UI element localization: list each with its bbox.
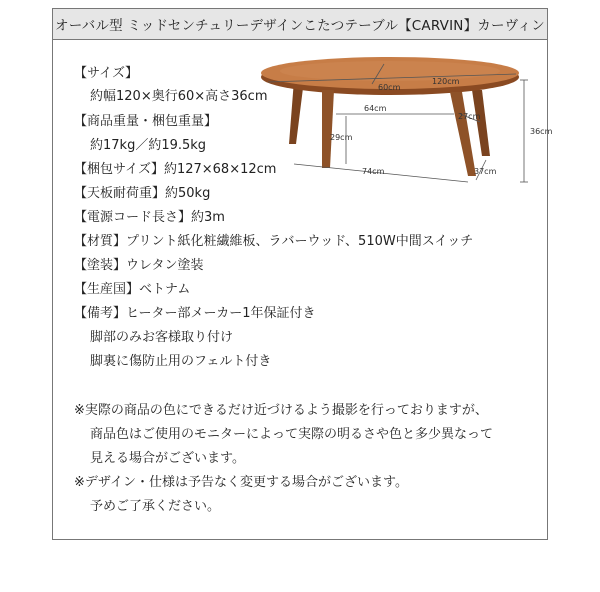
depth-label: 60cm	[378, 83, 401, 92]
spec-origin: 【生産国】ベトナム	[74, 282, 191, 297]
note-color-2: 商品色はご使用のモニターによって実際の明るさや色と多少異なって	[90, 427, 494, 442]
page-title: オーバル型 ミッドセンチュリーデザインこたつテーブル【CARVIN】カーヴィン	[53, 9, 547, 40]
leg-span-side-label: 27cm	[458, 112, 481, 121]
table-dimension-diagram	[254, 56, 553, 196]
spec-size-value: 約幅120×奥行60×高さ36cm	[90, 89, 268, 104]
leg-span-front-label: 64cm	[364, 104, 387, 113]
spec-package-size: 【梱包サイズ】約127×68×12cm	[74, 162, 277, 177]
spec-remarks: 【備考】ヒーター部メーカー1年保証付き	[74, 306, 316, 321]
clearance-label: 29cm	[330, 133, 353, 142]
table-leg-front-left	[322, 90, 334, 168]
spec-material: 【材質】プリント紙化粧繊維板、ラバーウッド、510W中間スイッチ	[74, 234, 474, 249]
foot-span-side-label: 37cm	[474, 167, 497, 176]
note-color-1: ※実際の商品の色にできるだけ近づけるよう撮影を行っておりますが、	[74, 403, 488, 418]
spec-finish: 【塗装】ウレタン塗装	[74, 258, 204, 273]
spec-weight-value: 約17kg／約19.5kg	[90, 138, 207, 153]
spec-size-heading: 【サイズ】	[74, 66, 138, 81]
spec-load-capacity: 【天板耐荷重】約50kg	[74, 186, 211, 201]
height-label: 36cm	[530, 127, 553, 136]
width-label: 120cm	[432, 77, 460, 86]
note-design-1: ※デザイン・仕様は予告なく変更する場合がございます。	[74, 475, 408, 490]
spec-remarks-assembly: 脚部のみお客様取り付け	[90, 330, 234, 345]
foot-span-front-label: 74cm	[362, 167, 385, 176]
table-leg-front-right	[450, 92, 476, 176]
spec-weight-heading: 【商品重量・梱包重量】	[74, 114, 218, 129]
note-color-3: 見える場合がございます。	[90, 451, 245, 466]
note-design-2: 予めご了承ください。	[90, 499, 221, 514]
table-leg-back-right	[472, 90, 490, 156]
spec-remarks-felt: 脚裏に傷防止用のフェルト付き	[90, 354, 272, 369]
spec-cord-length: 【電源コード長さ】約3m	[74, 210, 225, 225]
